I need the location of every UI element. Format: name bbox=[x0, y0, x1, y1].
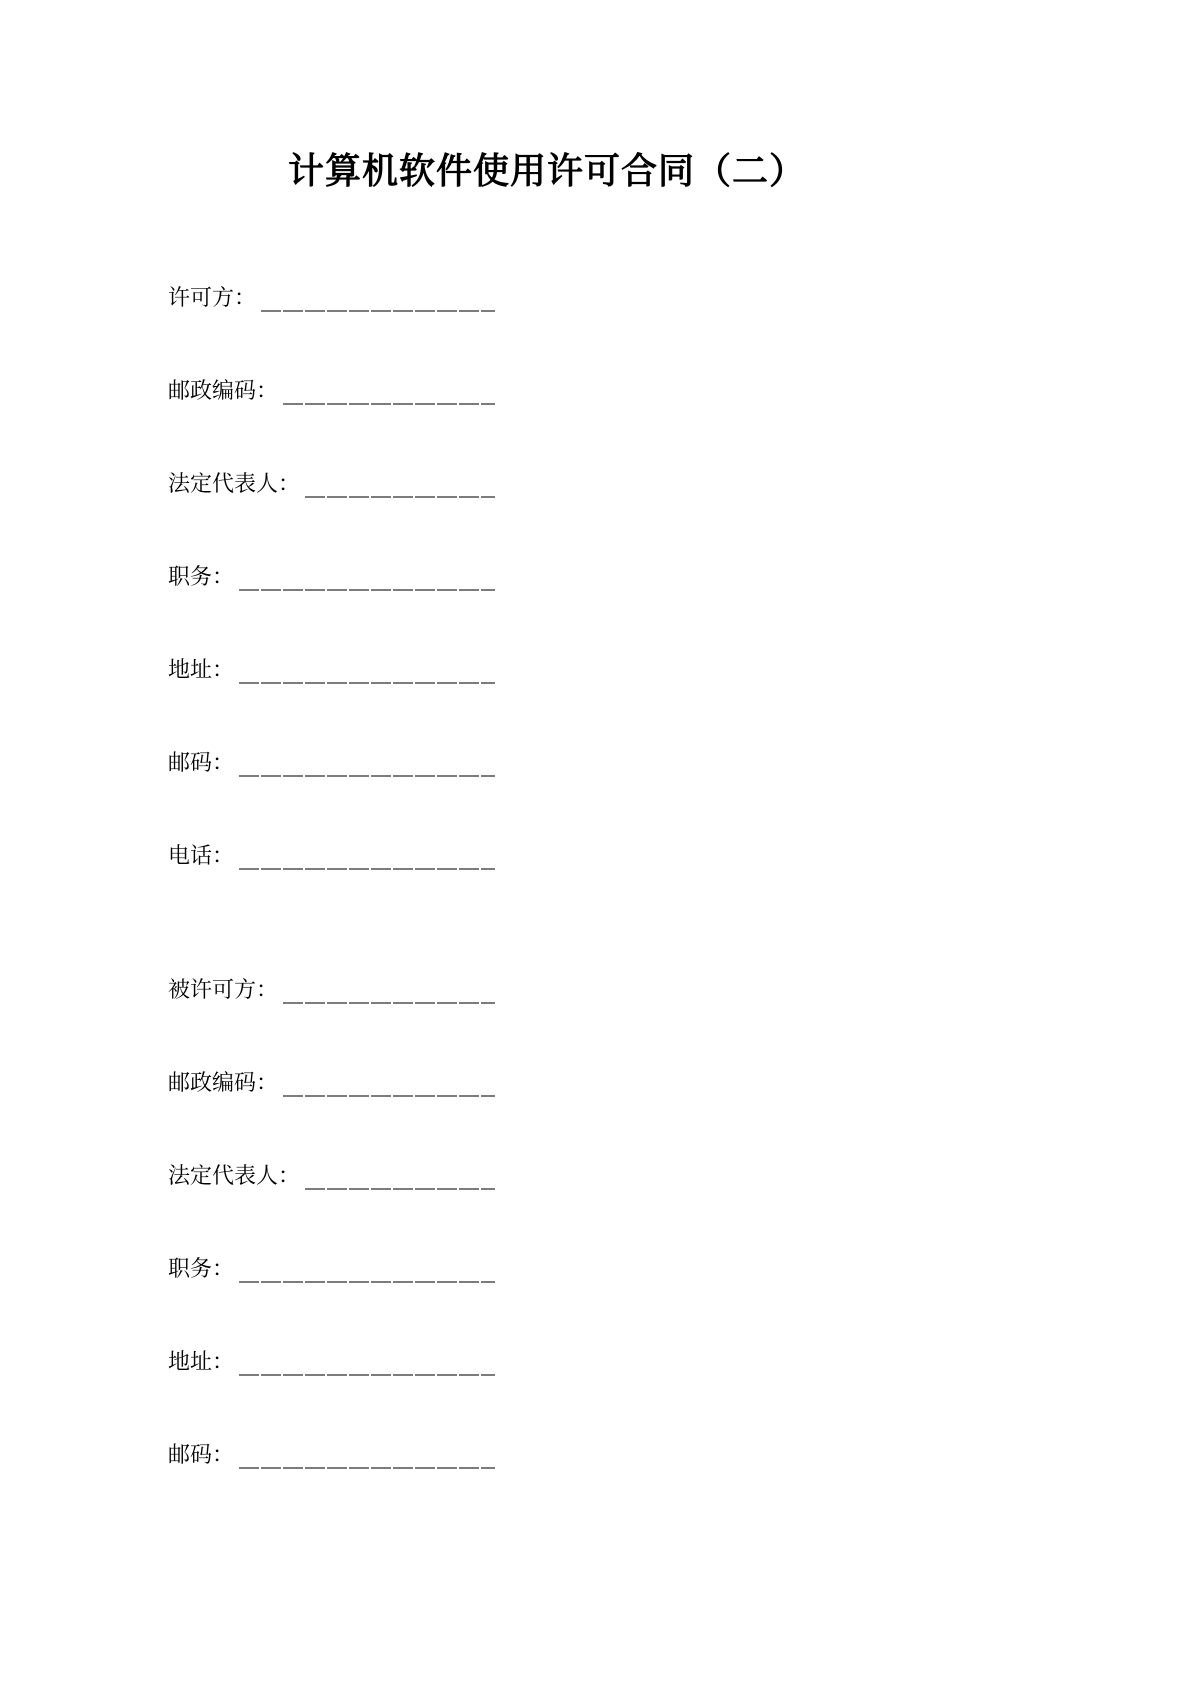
field-row-licensee-postal-code bbox=[168, 1068, 495, 1098]
licensor-phone-blank-line[interactable] bbox=[239, 841, 495, 871]
licensor-zip-blank-line[interactable] bbox=[239, 748, 495, 778]
licensor-phone-label: 电话： bbox=[168, 843, 235, 869]
licensor-zip-label: 邮码： bbox=[168, 750, 235, 776]
licensee-address-blank-line[interactable] bbox=[239, 1347, 495, 1377]
licensee-name-blank-line[interactable] bbox=[283, 975, 495, 1005]
licensor-legal-representative-blank-line[interactable] bbox=[305, 469, 495, 499]
field-row-licensor-postal-code bbox=[168, 376, 495, 406]
field-row-licensor-position bbox=[168, 562, 495, 592]
licensee-postal-code-label: 邮政编码： bbox=[168, 1070, 279, 1096]
licensee-zip-label: 邮码： bbox=[168, 1442, 235, 1468]
licensee-section bbox=[168, 934, 1190, 1470]
field-row-licensee-name bbox=[168, 975, 495, 1005]
licensee-name-label: 被许可方： bbox=[168, 977, 279, 1003]
field-row-licensor-name bbox=[168, 283, 495, 313]
licensor-position-label: 职务： bbox=[168, 564, 235, 590]
licensee-address-label: 地址： bbox=[168, 1349, 235, 1375]
licensor-name-label: 许可方： bbox=[168, 285, 257, 311]
licensee-position-label: 职务： bbox=[168, 1256, 235, 1282]
licensee-legal-representative-blank-line[interactable] bbox=[305, 1161, 495, 1191]
field-row-licensor-phone bbox=[168, 841, 495, 871]
field-row-licensee-legal-representative bbox=[168, 1161, 495, 1191]
field-row-licensee-zip bbox=[168, 1440, 495, 1470]
licensor-postal-code-blank-line[interactable] bbox=[283, 376, 495, 406]
field-row-licensor-address bbox=[168, 655, 495, 685]
licensor-position-blank-line[interactable] bbox=[239, 562, 495, 592]
licensee-zip-blank-line[interactable] bbox=[239, 1440, 495, 1470]
licensor-address-blank-line[interactable] bbox=[239, 655, 495, 685]
licensor-name-blank-line[interactable] bbox=[261, 283, 495, 313]
licensee-position-blank-line[interactable] bbox=[239, 1254, 495, 1284]
licensor-legal-representative-label: 法定代表人： bbox=[168, 471, 301, 497]
contract-title: 计算机软件使用许可合同（二） bbox=[287, 151, 806, 191]
field-row-licensor-legal-representative bbox=[168, 469, 495, 499]
field-row-licensee-address bbox=[168, 1347, 495, 1377]
licensor-address-label: 地址： bbox=[168, 657, 235, 683]
licensee-postal-code-blank-line[interactable] bbox=[283, 1068, 495, 1098]
licensor-section bbox=[168, 283, 1190, 871]
field-row-licensor-zip bbox=[168, 748, 495, 778]
licensor-postal-code-label: 邮政编码： bbox=[168, 378, 279, 404]
field-row-licensee-position bbox=[168, 1254, 495, 1284]
licensee-legal-representative-label: 法定代表人： bbox=[168, 1163, 301, 1189]
